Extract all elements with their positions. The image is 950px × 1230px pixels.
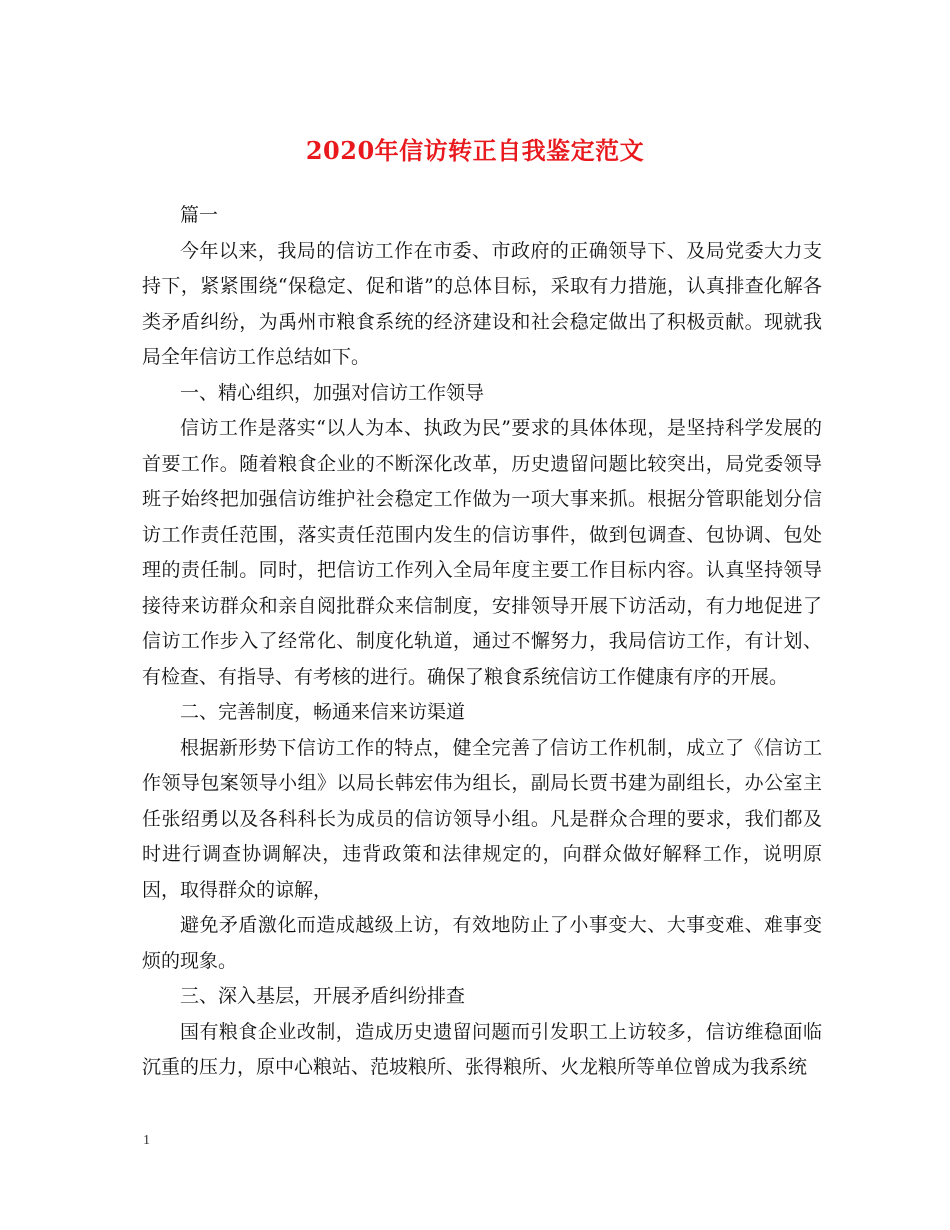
section-heading-1: 一、精心组织，加强对信访工作领导 — [180, 381, 485, 404]
document-title: 2020年信访转正自我鉴定范文 — [305, 136, 645, 165]
document-body — [142, 198, 822, 1086]
section-label: 篇一 — [180, 204, 219, 226]
intro-paragraph: 今年以来，我局的信访工作在市委、市政府的正确领导下、及局党委大力支持下，紧紧围绕“保稳定、促和谐”的总体目标，采取有力措施，认真排查化解各类矛盾纠纷，为禹州市粮食系统的经济建设和社会稳定做出了积极贡献。现就我局全年信访工作总结如下。 — [142, 239, 822, 368]
section-2-paragraph-continued: 避免矛盾激化而造成越级上访，有效地防止了小事变大、大事变难、难事变烦的现象。 — [142, 914, 822, 972]
section-heading-3: 三、深入基层，开展矛盾纠纷排查 — [180, 985, 466, 1007]
section-3-paragraph: 国有粮食企业改制，造成历史遗留问题而引发职工上访较多，信访维稳面临沉重的压力，原中心粮站、范坡粮所、张得粮所、火龙粮所等单位曾成为我系统 — [142, 1020, 822, 1078]
section-heading-2: 二、完善制度，畅通来信来访渠道 — [180, 701, 466, 723]
section-2-paragraph: 根据新形势下信访工作的特点，健全完善了信访工作机制，成立了《信访工作领导包案领导小组》以局长韩宏伟为组长，副局长贾书建为副组长，办公室主任张绍勇以及各科科长为成员的信访领导小组。凡是群众合理的要求，我们都及时进行调查协调解决，违背政策和法律规定的，向群众做好解释工作，说明原因，取得群众的谅解， — [142, 736, 822, 901]
section-1-paragraph: 信访工作是落实“以人为本、执政为民”要求的具体体现，是坚持科学发展的首要工作。随着粮食企业的不断深化改革，历史遗留问题比较突出，局党委领导班子始终把加强信访维护社会稳定工作做为一项大事来抓。根据分管职能划分信访工作责任范围，落实责任范围内发生的信访事件，做到包调查、包协调、包处理的责任制。同时，把信访工作列入全局年度主要工作目标内容。认真坚持领导接待来访群众和亲自阅批群众来信制度，安排领导开展下访活动，有力地促进了信访工作步入了经常化、制度化轨道，通过不懈努力，我局信访工作，有计划、有检查、有指导、有考核的进行。确保了粮食系统信访工作健康有序的开展。 — [142, 417, 822, 688]
page-number: 1 — [143, 1133, 150, 1148]
